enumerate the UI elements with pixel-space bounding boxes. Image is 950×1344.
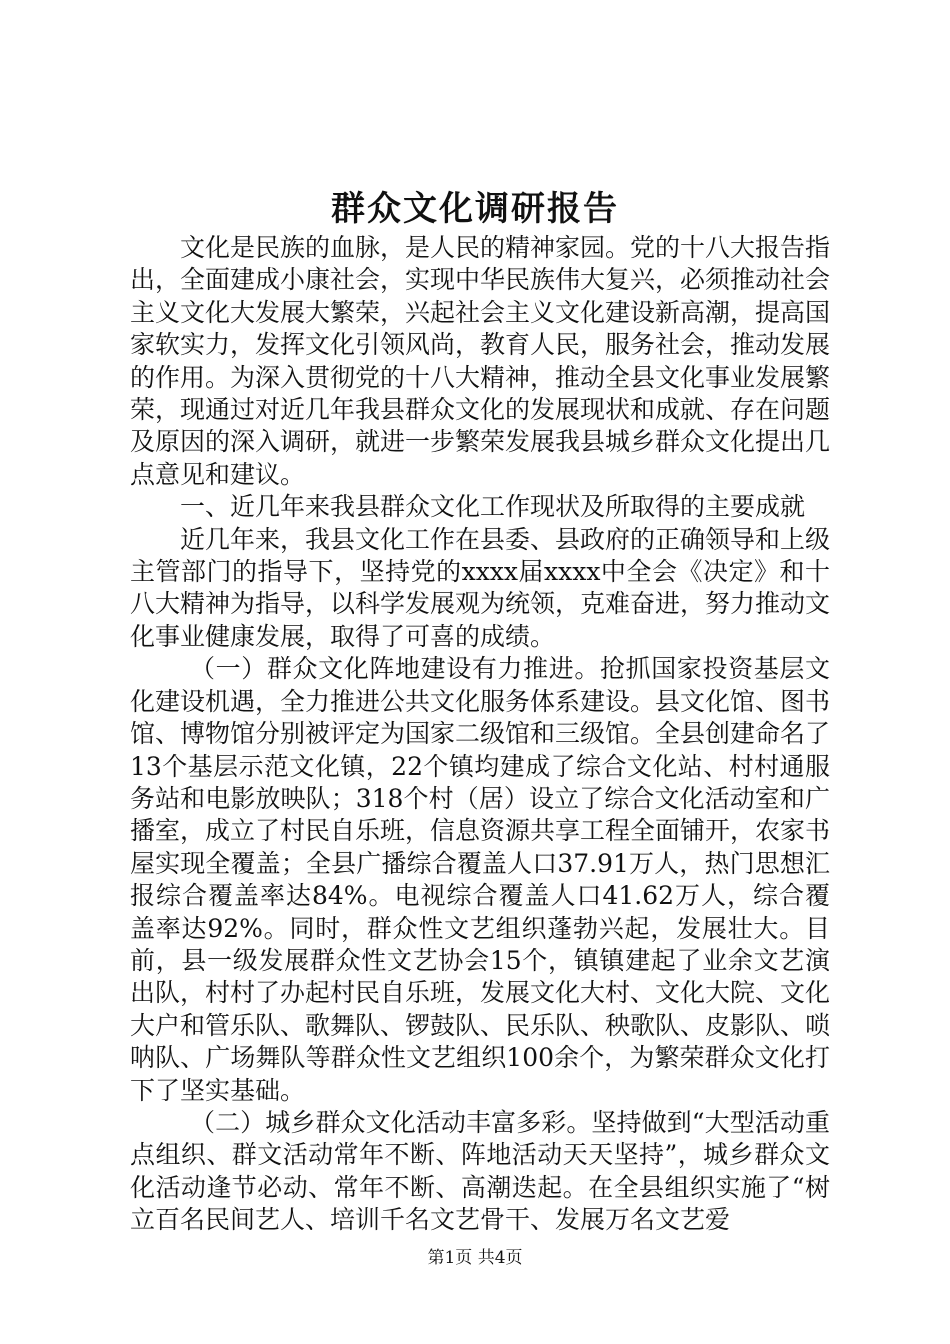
paragraph-intro: 文化是民族的血脉，是人民的精神家园。党的十八大报告指出，全面建成小康社会，实现中华民族伟大复兴，必须推动社会主义文化大发展大繁荣，兴起社会主义文化建设新高潮，提高国家软实力，发挥文化引领风尚，教育人民，服务社会，推动发展的作用。为深入贯彻党的十八大精神，推动全县文化事业发展繁荣，现通过对近几年我县群众文化的发展现状和成就、存在问题及原因的深入调研，就进一步繁荣发展我县城乡群众文化提出几点意见和建议。 — [130, 233, 831, 489]
page-footer: 第1页 共4页 — [427, 1248, 523, 1268]
paragraph-subsection-1: （一）群众文化阵地建设有力推进。抢抓国家投资基层文化建设机遇，全力推进公共文化服务体系建设。县文化馆、图书馆、博物馆分别被评定为国家二级馆和三级馆。全县创建命名了13个基层示范文化镇，22个镇均建成了综合文化站、村村通服务站和电影放映队；318个村（居）设立了综合文化活动室和广播室，成立了村民自乐班，信息资源共享工程全面铺开，农家书屋实现全覆盖；全县广播综合覆盖人口37.91万人，热门思想汇报综合覆盖率达84%。电视综合覆盖人口41.62万人，综合覆盖率达92%。同时，群众性文艺组织蓬勃兴起，发展壮大。目前，县一级发展群众性文艺协会15个，镇镇建起了业余文艺演出队，村村了办起村民自乐班，发展文化大村、文化大院、文化大户和管乐队、歌舞队、锣鼓队、民乐队、秧歌队、皮影队、唢呐队、广场舞队等群众性文艺组织100余个，为繁荣群众文化打下了坚实基础。 — [130, 654, 831, 1105]
document-body — [130, 232, 830, 1237]
paragraph-subsection-2: （二）城乡群众文化活动丰富多彩。坚持做到“大型活动重点组织、群文活动常年不断、阵地活动天天坚持”，城乡群众文化活动逢节必动、常年不断、高潮迭起。在全县组织实施了“树立百名民间艺人、培训千名文艺骨干、发展万名文艺爱 — [130, 1107, 830, 1235]
section-heading-1: 一、近几年来我县群众文化工作现状及所取得的主要成就 — [180, 492, 806, 522]
document-title: 群众文化调研报告 — [331, 189, 619, 229]
paragraph-overview: 近几年来，我县文化工作在县委、县政府的正确领导和上级主管部门的指导下，坚持党的xxxx届xxxx中全会《决定》和十八大精神为指导，以科学发展观为统领，克难奋进，努力推动文化事业健康发展，取得了可喜的成绩。 — [130, 524, 831, 651]
